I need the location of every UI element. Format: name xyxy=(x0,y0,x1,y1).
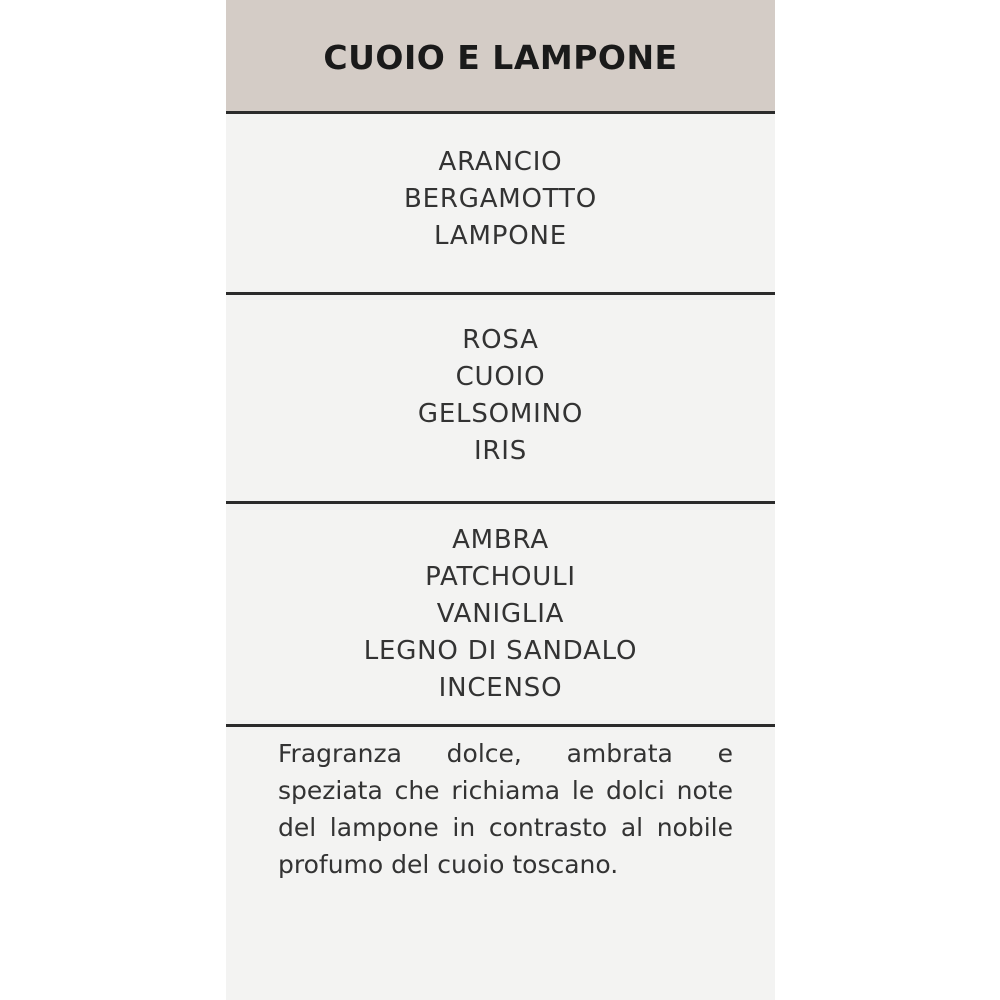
heart-note: CUOIO xyxy=(455,362,546,392)
base-note: PATCHOULI xyxy=(425,562,576,592)
top-note: BERGAMOTTO xyxy=(404,184,597,214)
base-notes-section xyxy=(226,522,775,707)
fragrance-title: CUOIO E LAMPONE xyxy=(323,38,678,77)
fragrance-card xyxy=(226,0,775,1000)
base-note: INCENSO xyxy=(438,673,563,703)
heart-note: IRIS xyxy=(473,436,528,466)
divider xyxy=(226,501,775,504)
heart-notes-section xyxy=(226,322,775,470)
top-notes-section xyxy=(226,144,775,255)
divider xyxy=(226,111,775,114)
base-note: VANIGLIA xyxy=(436,599,565,629)
base-note: LEGNO DI SANDALO xyxy=(363,636,638,666)
card-header xyxy=(226,0,775,111)
divider xyxy=(226,292,775,295)
divider xyxy=(226,724,775,727)
fragrance-description: Fragranza dolce, ambrata e speziata che richiama le dolci note del lampone in contrasto al nobile profumo del cuoio toscano. xyxy=(278,739,733,879)
heart-note: ROSA xyxy=(462,325,539,355)
heart-note: GELSOMINO xyxy=(417,399,584,429)
top-note: LAMPONE xyxy=(434,221,567,251)
base-note: AMBRA xyxy=(452,525,549,555)
top-note: ARANCIO xyxy=(438,147,563,177)
